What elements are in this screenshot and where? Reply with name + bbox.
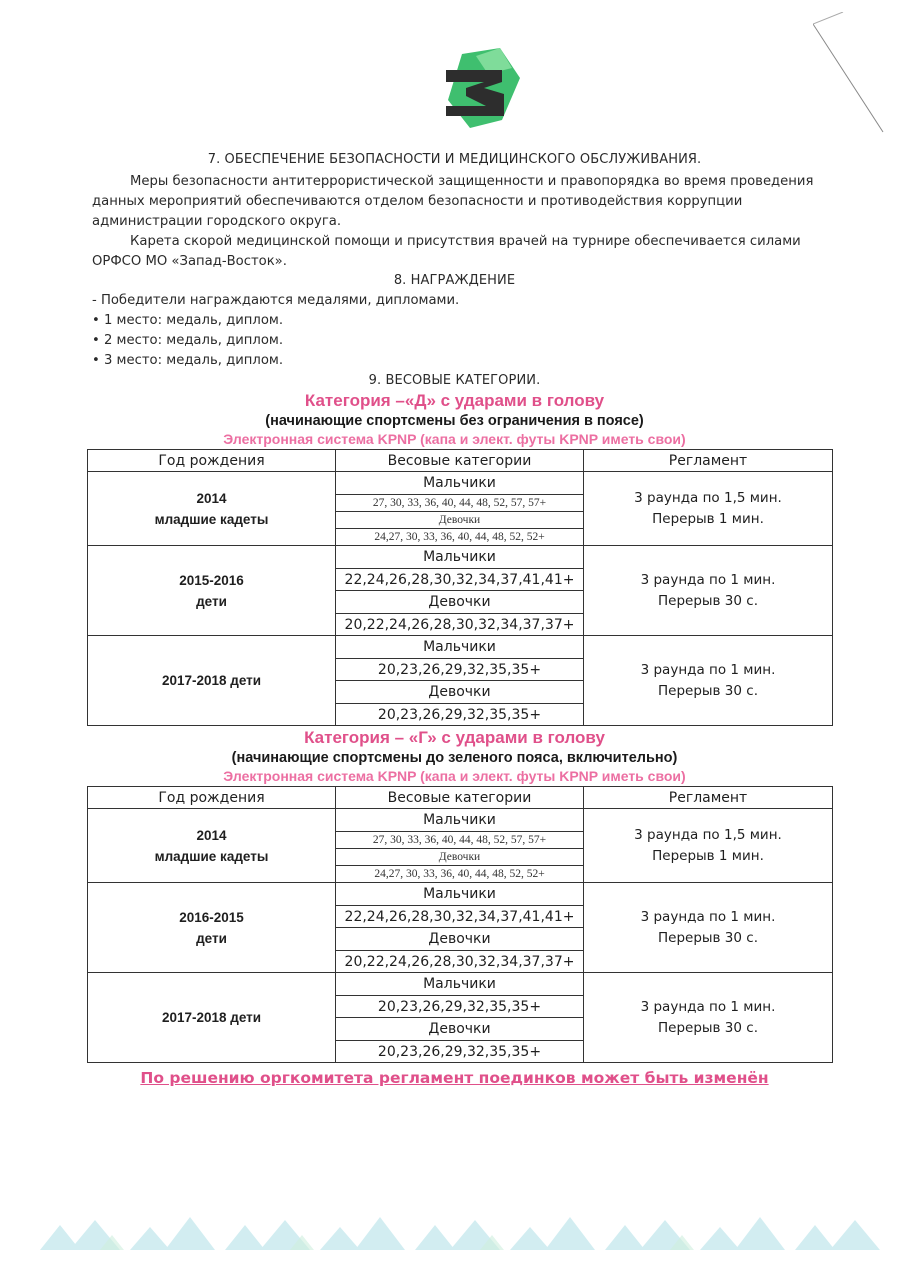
reglament-rounds: 3 раунда по 1,5 мин. xyxy=(634,489,782,506)
reglament-cell xyxy=(584,636,833,726)
table-row xyxy=(88,973,833,996)
category-d-table xyxy=(87,449,833,726)
girls-weights: 24,27, 30, 33, 36, 40, 44, 48, 52, 52+ xyxy=(336,529,584,546)
boys-weights: 27, 30, 33, 36, 40, 44, 48, 52, 57, 57+ xyxy=(336,495,584,512)
year-text: 2014 xyxy=(196,490,227,506)
year-cell xyxy=(88,973,336,1063)
boys-label: Мальчики xyxy=(336,809,584,832)
reglament-break: Перерыв 30 с. xyxy=(658,682,758,699)
girls-label: Девочки xyxy=(336,681,584,704)
year-group-text: младшие кадеты xyxy=(154,848,269,864)
section-7-title: 7. ОБЕСПЕЧЕНИЕ БЕЗОПАСНОСТИ И МЕДИЦИНСКОГО ОБСЛУЖИВАНИЯ. xyxy=(207,152,702,167)
reglament-cell xyxy=(584,809,833,883)
reglament-break: Перерыв 30 с. xyxy=(658,1019,758,1036)
year-text: 2017-2018 дети xyxy=(161,1010,262,1025)
boys-label: Мальчики xyxy=(336,973,584,996)
girls-label: Девочки xyxy=(336,512,584,529)
reglament-rounds: 3 раунда по 1 мин. xyxy=(640,661,776,678)
header-weights: Весовые категории xyxy=(336,450,584,472)
category-d-title: Категория –«Д» с ударами в голову xyxy=(304,391,605,410)
section-7-paragraph-2-text: Карета скорой медицинской помощи и присутствия врачей на турнире обеспечивается силами ОРФСО МО «Запад-Восток». xyxy=(92,234,801,269)
section-7-paragraph-1-text: Меры безопасности антитеррористической защищенности и правопорядка во время проведения данных мероприятий обеспечиваются отделом безопасности и противодействия коррупции администрации городского округа. xyxy=(92,174,814,229)
category-g-title: Категория – «Г» с ударами в голову xyxy=(304,728,605,747)
year-cell xyxy=(88,546,336,636)
reglament-break: Перерыв 30 с. xyxy=(658,929,758,946)
awards-intro: - Победители награждаются медалями, дипломами. xyxy=(92,293,460,308)
section-9-title: 9. ВЕСОВЫЕ КАТЕГОРИИ. xyxy=(368,373,541,388)
category-g-table xyxy=(87,786,833,1063)
category-g-system: Электронная система KPNP (капа и элект. футы KPNP иметь свои) xyxy=(223,768,686,784)
reglament-rounds: 3 раунда по 1,5 мин. xyxy=(634,826,782,843)
table-row xyxy=(88,809,833,832)
girls-weights: 20,23,26,29,32,35,35+ xyxy=(336,704,584,726)
girls-weights: 20,23,26,29,32,35,35+ xyxy=(336,1041,584,1063)
table-header-row xyxy=(88,787,833,809)
reglament-rounds: 3 раунда по 1 мин. xyxy=(640,998,776,1015)
boys-weights: 20,23,26,29,32,35,35+ xyxy=(336,996,584,1018)
year-text: 2017-2018 дети xyxy=(161,673,262,688)
table-row xyxy=(88,546,833,569)
section-7-paragraph-2 xyxy=(92,232,822,272)
organizing-committee-note: По решению оргкомитета регламент поединков может быть изменён xyxy=(140,1069,769,1087)
reglament-break: Перерыв 1 мин. xyxy=(652,847,764,864)
girls-label: Девочки xyxy=(336,849,584,866)
reglament-cell xyxy=(584,472,833,546)
year-cell xyxy=(88,472,336,546)
boys-label: Мальчики xyxy=(336,883,584,906)
category-d-subtitle: (начинающие спортсмены без ограничения в поясе) xyxy=(265,413,644,429)
header-weights: Весовые категории xyxy=(336,787,584,809)
reglament-rounds: 3 раунда по 1 мин. xyxy=(640,908,776,925)
year-group-text: младшие кадеты xyxy=(154,511,269,527)
award-item: • 2 место: медаль, диплом. xyxy=(92,333,284,348)
reglament-break: Перерыв 1 мин. xyxy=(652,510,764,527)
boys-label: Мальчики xyxy=(336,636,584,659)
boys-weights: 20,23,26,29,32,35,35+ xyxy=(336,659,584,681)
category-g-subtitle: (начинающие спортсмены до зеленого пояса, включительно) xyxy=(231,750,678,766)
section-7-paragraph-1 xyxy=(92,172,822,232)
year-cell xyxy=(88,636,336,726)
organization-logo xyxy=(440,48,522,128)
header-reglament: Регламент xyxy=(584,787,833,809)
reglament-rounds: 3 раунда по 1 мин. xyxy=(640,571,776,588)
girls-label: Девочки xyxy=(336,1018,584,1041)
girls-label: Девочки xyxy=(336,928,584,951)
year-text: 2015-2016 xyxy=(179,572,244,588)
award-item: • 3 место: медаль, диплом. xyxy=(92,353,284,368)
header-year: Год рождения xyxy=(88,450,336,472)
award-item: • 1 место: медаль, диплом. xyxy=(92,313,284,328)
boys-weights: 22,24,26,28,30,32,34,37,41,41+ xyxy=(336,906,584,928)
reglament-cell xyxy=(584,973,833,1063)
year-group-text: дети xyxy=(196,593,227,609)
header-reglament: Регламент xyxy=(584,450,833,472)
decorative-pattern xyxy=(40,1205,890,1255)
category-d-system: Электронная система KPNP (капа и элект. футы KPNP иметь свои) xyxy=(223,431,686,447)
table-row xyxy=(88,472,833,495)
reglament-cell xyxy=(584,546,833,636)
boys-label: Мальчики xyxy=(336,546,584,569)
year-cell xyxy=(88,883,336,973)
girls-weights: 24,27, 30, 33, 36, 40, 44, 48, 52, 52+ xyxy=(336,866,584,883)
year-group-text: дети xyxy=(196,930,227,946)
girls-weights: 20,22,24,26,28,30,32,34,37,37+ xyxy=(336,951,584,973)
girls-label: Девочки xyxy=(336,591,584,614)
table-row xyxy=(88,883,833,906)
table-header-row xyxy=(88,450,833,472)
table-row xyxy=(88,636,833,659)
boys-weights: 22,24,26,28,30,32,34,37,41,41+ xyxy=(336,569,584,591)
corner-scan-line xyxy=(813,12,893,142)
year-cell xyxy=(88,809,336,883)
girls-weights: 20,22,24,26,28,30,32,34,37,37+ xyxy=(336,614,584,636)
reglament-cell xyxy=(584,883,833,973)
boys-weights: 27, 30, 33, 36, 40, 44, 48, 52, 57, 57+ xyxy=(336,832,584,849)
year-text: 2016-2015 xyxy=(179,909,244,925)
reglament-break: Перерыв 30 с. xyxy=(658,592,758,609)
header-year: Год рождения xyxy=(88,787,336,809)
section-8-title: 8. НАГРАЖДЕНИЕ xyxy=(393,273,516,288)
year-text: 2014 xyxy=(196,827,227,843)
boys-label: Мальчики xyxy=(336,472,584,495)
